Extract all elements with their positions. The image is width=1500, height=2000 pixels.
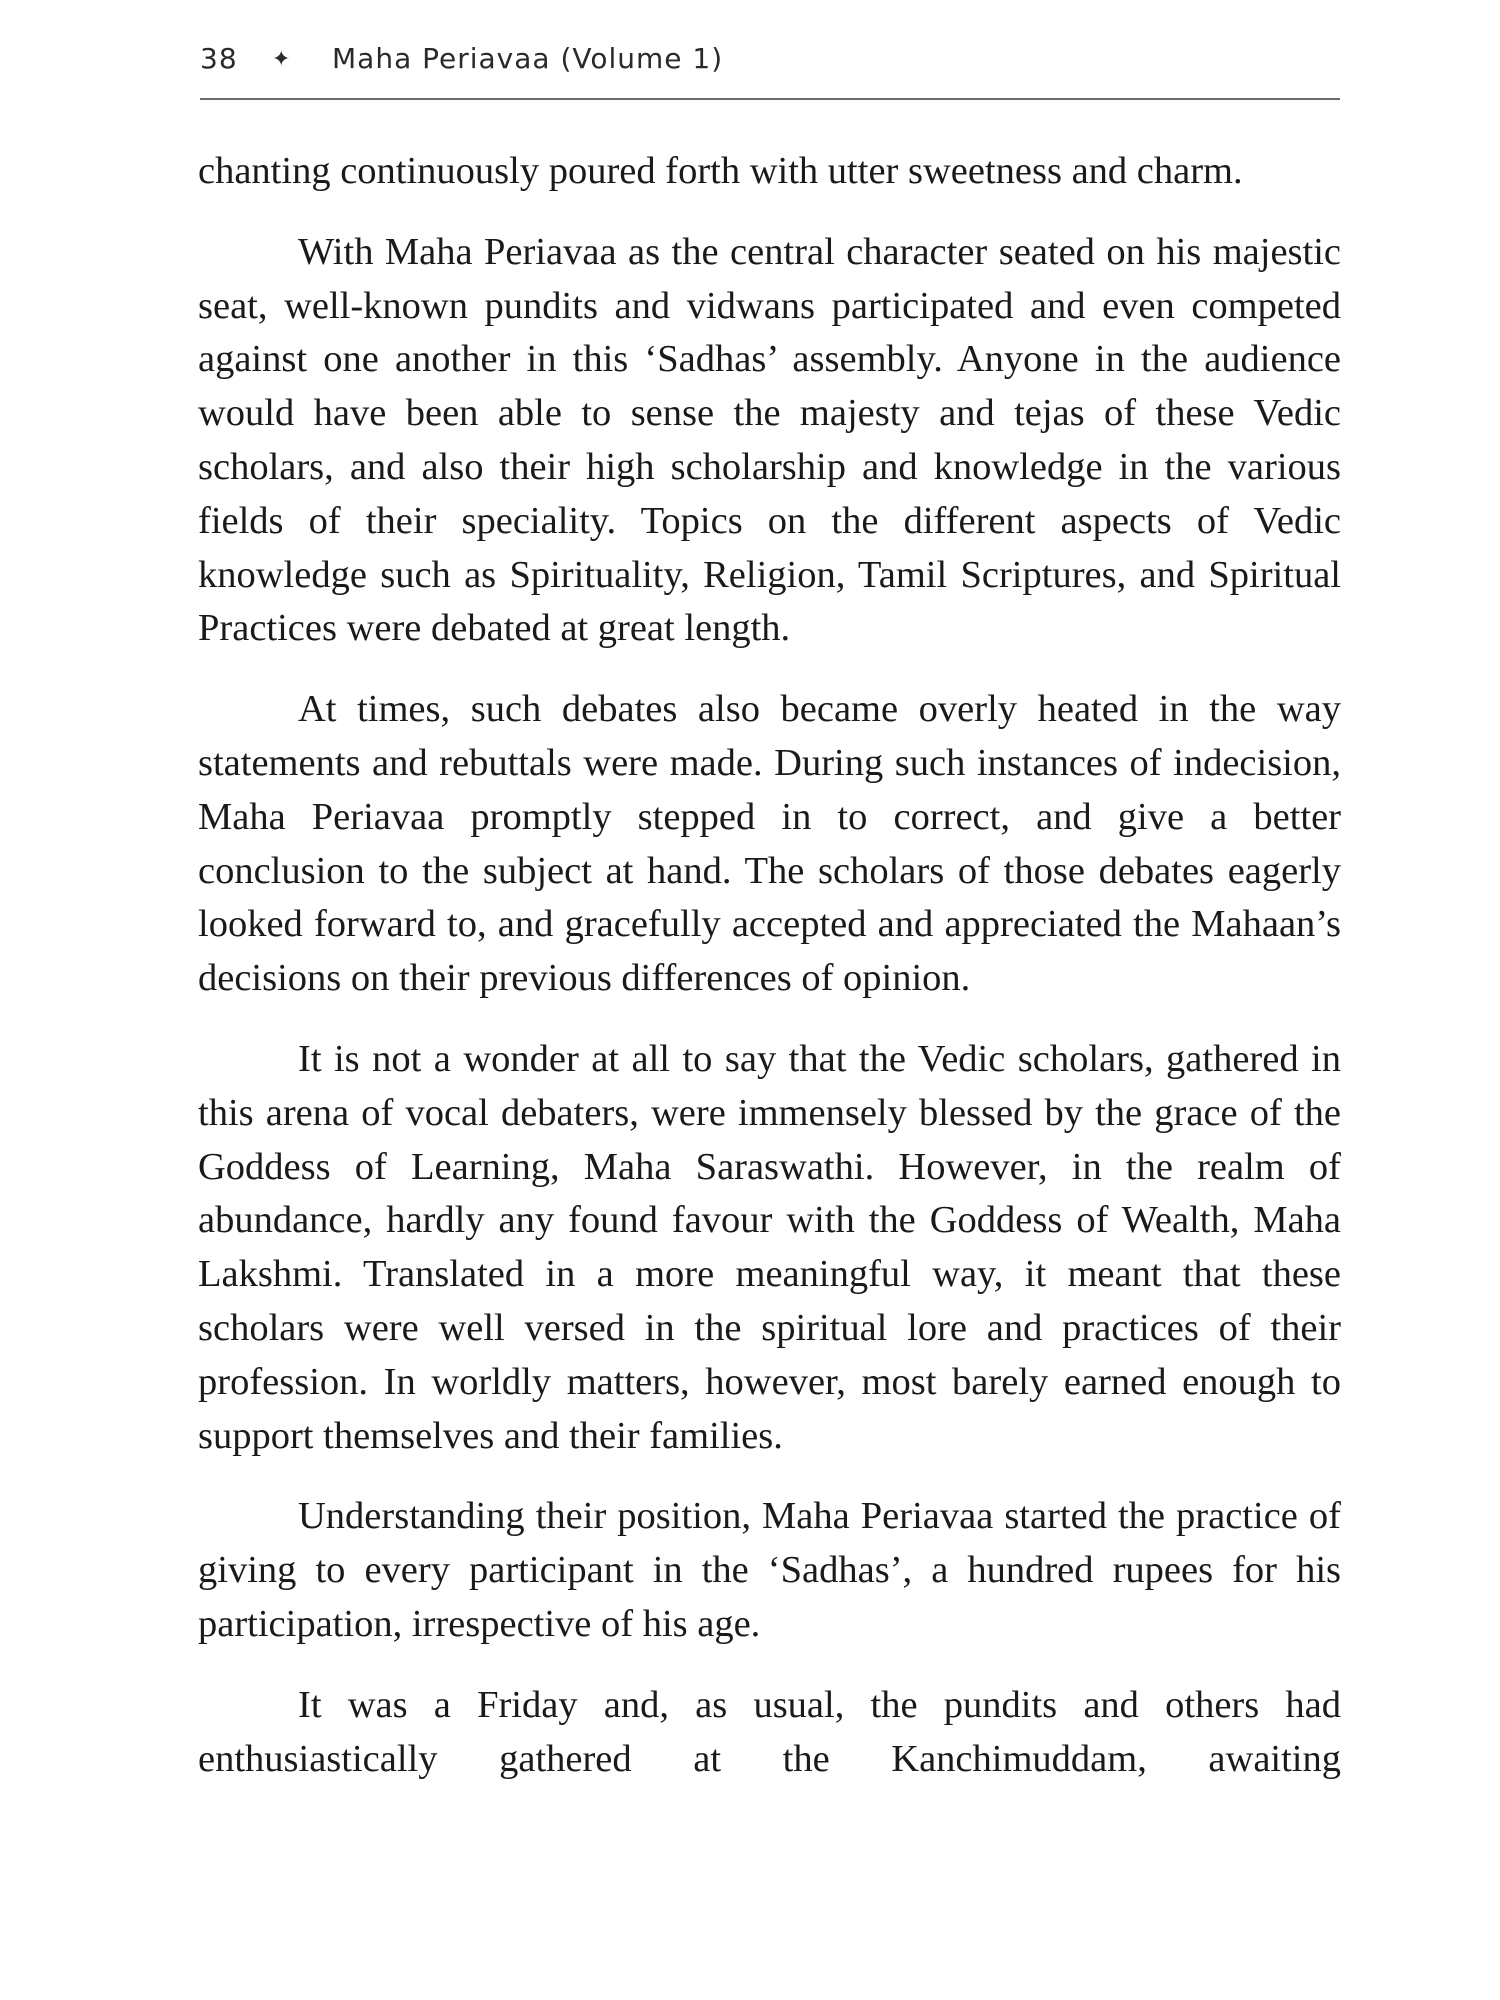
body-text — [198, 145, 1341, 1786]
paragraph-1: chanting continuously poured forth with utter sweetness and charm. — [198, 150, 1243, 192]
paragraph-4: It is not a wonder at all to say that the Vedic scholars, gathered in this arena of vocal debaters, were immensely blessed by the grace of the Goddess of Learning, Maha Saraswathi. However, in the realm of abundance, hardly any found favour with the Goddess of Wealth, Maha Lakshmi. Translated in a more meaningful way, it meant that these scholars were well versed in the spiritual lore and practices of their profession. In worldly matters, however, most barely earned enough to support themselves and their families. — [198, 1037, 1341, 1457]
paragraph-2: With Maha Periavaa as the central character seated on his majestic seat, well-known pundits and vidwans participated and even competed against one another in this ‘Sadhas’ assembly. Anyone in the audience would have been able to sense the majesty and tejas of these Vedic scholars, and also their high scholarship and knowledge in the various fields of their speciality. Topics on the different aspects of Vedic knowledge such as Spirituality, Religion, Tamil Scriptures, and Spiritual Practices were debated at great length. — [198, 230, 1341, 650]
paragraph-6: It was a Friday and, as usual, the pundits and others had enthusiastically gathered at the Kanchimuddam, awaiting — [198, 1683, 1341, 1780]
running-title: Maha Periavaa (Volume 1) — [332, 42, 724, 75]
page-number: 38 — [200, 42, 238, 75]
star-separator-icon: ✦ — [272, 47, 292, 72]
paragraph-3: At times, such debates also became overly heated in the way statements and rebuttals were made. During such instances of indecision, Maha Periavaa promptly stepped in to correct, and give a better conclusion to the subject at hand. The scholars of those debates eagerly looked forward to, and gracefully accepted and appreciated the Mahaan’s decisions on their previous differences of opinion. — [198, 688, 1341, 1000]
running-head — [200, 42, 1340, 82]
paragraph-5: Understanding their position, Maha Periavaa started the practice of giving to every participant in the ‘Sadhas’, a hundred rupees for his participation, irrespective of his age. — [198, 1495, 1341, 1645]
header-rule — [200, 98, 1340, 100]
